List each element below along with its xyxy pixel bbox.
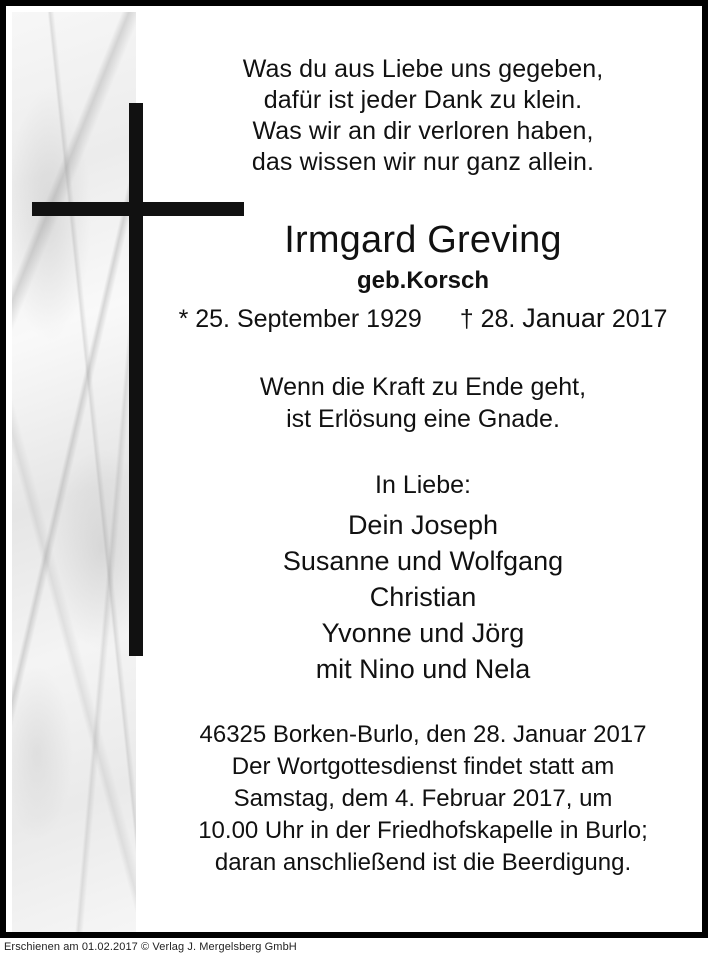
verse-middle-line-2: ist Erlösung eine Gnade. (286, 405, 560, 433)
family-list (138, 507, 708, 687)
family-member-3: Christian (369, 582, 477, 612)
maiden-name: geb.Korsch (356, 267, 490, 294)
marble-background (12, 12, 136, 938)
verse-top-line-1: Was du aus Liebe uns gegeben, (242, 55, 604, 83)
birth-date: 25. September 1929 (195, 305, 422, 333)
family-member-4: Yvonne und Jörg (321, 618, 525, 648)
service-line-5: daran anschließend ist die Beerdigung. (214, 849, 632, 876)
death-month: Januar (522, 303, 605, 333)
family-member-1: Dein Joseph (347, 510, 499, 540)
verse-top-line-2: dafür ist jeder Dank zu klein. (263, 86, 583, 114)
death-symbol: † (459, 305, 474, 333)
death-day: 28. (480, 305, 516, 333)
imprint-text: Erschienen am 01.02.2017 © Verlag J. Mergelsberg GmbH (4, 941, 297, 953)
service-line-4: 10.00 Uhr in der Friedhofskapelle in Burlo; (198, 817, 648, 844)
service-line-3: Samstag, dem 4. Februar 2017, um (233, 785, 613, 812)
obituary-text-column (138, 12, 708, 938)
death-year: 2017 (611, 305, 668, 333)
deceased-name: Irmgard Greving (284, 219, 562, 261)
service-line-2: Der Wortgottesdienst findet statt am (231, 753, 615, 780)
service-line-1: 46325 Borken-Burlo, den 28. Januar 2017 (199, 721, 647, 748)
birth-symbol: * (178, 305, 189, 333)
verse-middle (138, 371, 708, 435)
life-dates (138, 302, 708, 335)
in-love-label: In Liebe: (375, 471, 471, 499)
verse-middle-line-1: Wenn die Kraft zu Ende geht, (259, 373, 587, 401)
family-member-2: Susanne und Wolfgang (282, 546, 564, 576)
service-details (138, 719, 708, 879)
verse-top-line-4: das wissen wir nur ganz allein. (251, 148, 595, 176)
family-member-5: mit Nino und Nela (315, 654, 531, 684)
verse-top (138, 54, 708, 178)
verse-top-line-3: Was wir an dir verloren haben, (252, 117, 594, 145)
